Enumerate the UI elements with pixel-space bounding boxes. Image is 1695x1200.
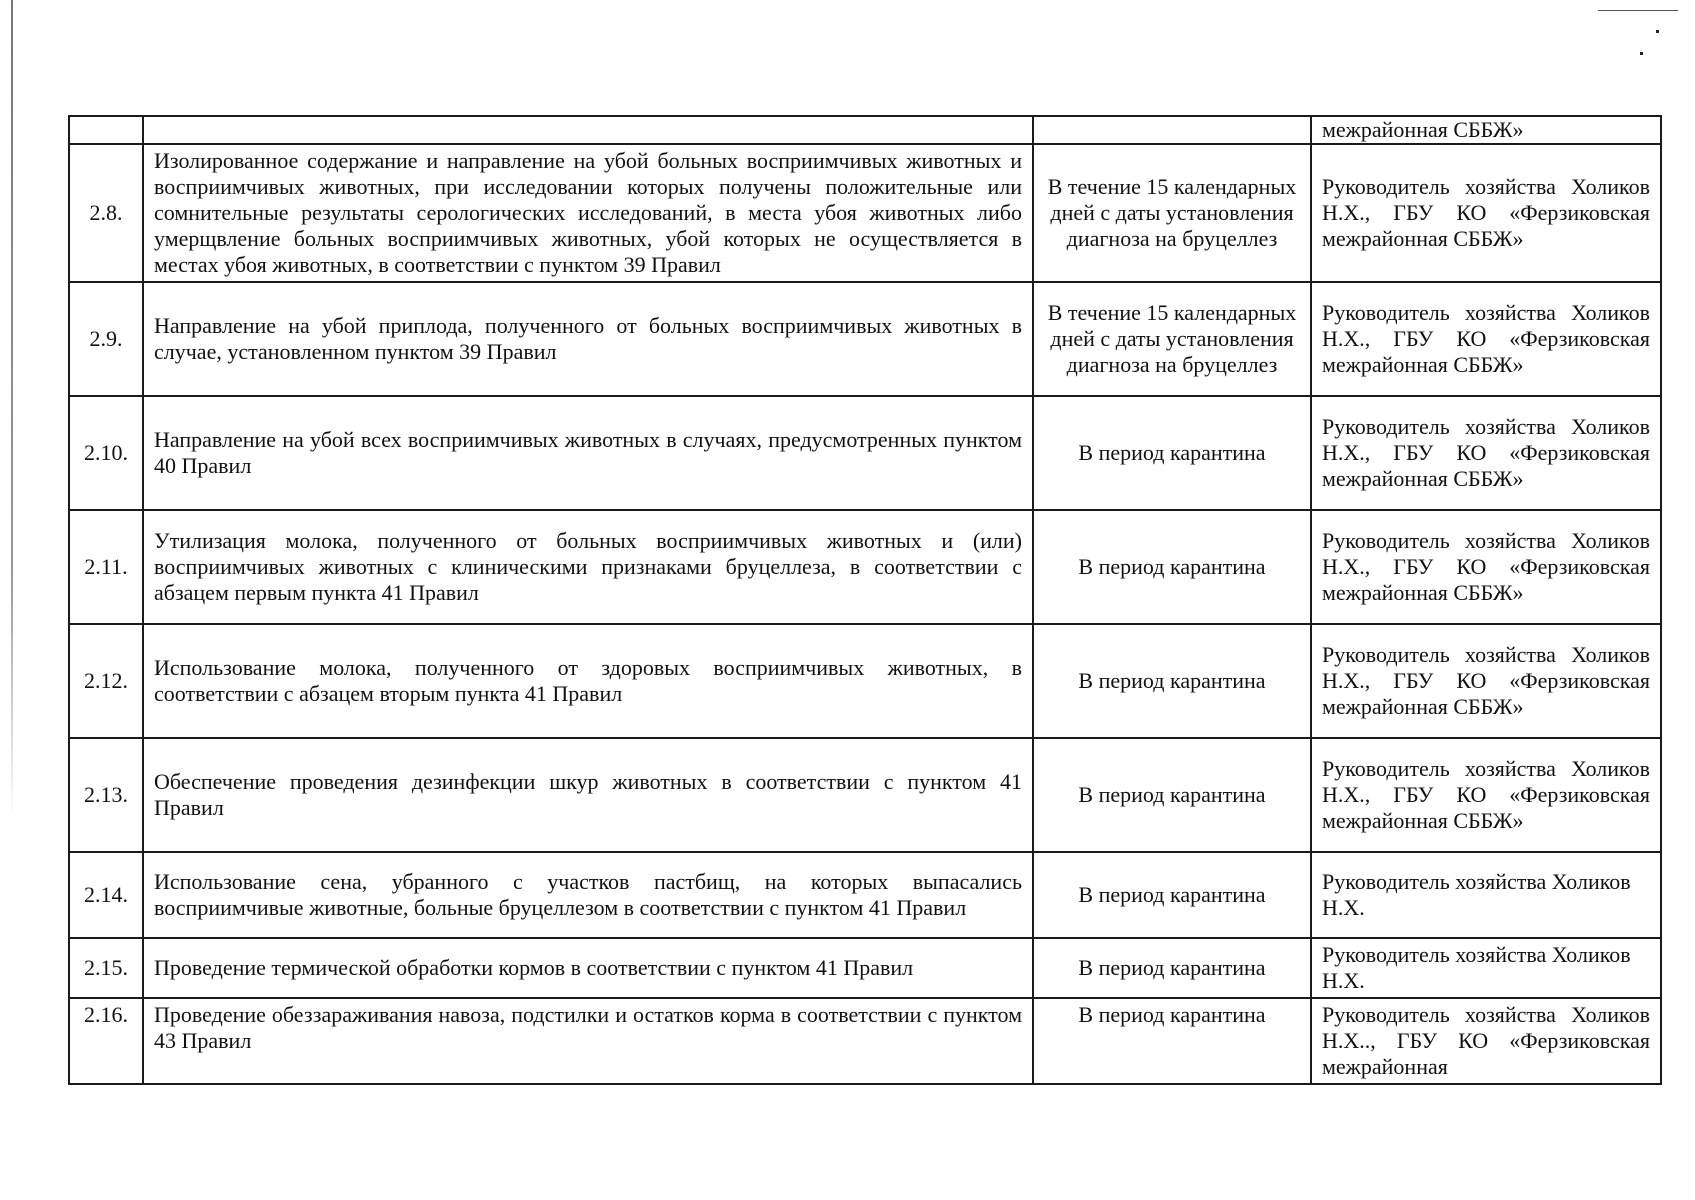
row-event: Изолированное содержание и направление на убой больных восприимчивых животных и восприимчивых животных, при исследовании которых получены положительные или сомнительные результаты серологических исследований, в места убоя животных либо умерщвление больных восприимчивых животных, убой которых не осуществляется в местах убоя животных, в соответствии с пунктом 39 Правил (143, 144, 1033, 282)
row-responsible: Руководитель хозяйства Холиков Н.Х., ГБУ КО «Ферзиковская межрайонная СББЖ» (1311, 738, 1661, 852)
row-responsible: Руководитель хозяйства Холиков Н.Х.., ГБУ КО «Ферзиковская межрайонная (1311, 998, 1661, 1084)
table-row (69, 282, 1661, 396)
row-number: 2.10. (69, 396, 143, 510)
table-row (69, 938, 1661, 998)
continuation-event-cell (143, 116, 1033, 144)
measures-table (68, 115, 1662, 1085)
row-term: В течение 15 календарных дней с даты установления диагноза на бруцеллез (1033, 144, 1311, 282)
row-term: В период карантина (1033, 738, 1311, 852)
row-number: 2.12. (69, 624, 143, 738)
table-row (69, 998, 1661, 1084)
continuation-row (69, 116, 1661, 144)
table-row (69, 396, 1661, 510)
row-number: 2.13. (69, 738, 143, 852)
row-event: Утилизация молока, полученного от больных восприимчивых животных и (или) восприимчивых животных с клиническими признаками бруцеллеза, в соответствии с абзацем первым пункта 41 Правил (143, 510, 1033, 624)
scan-speck (1640, 52, 1643, 55)
table-row (69, 852, 1661, 938)
scan-edge-line (11, 0, 13, 820)
row-event: Проведение обеззараживания навоза, подстилки и остатков корма в соответствии с пунктом 43 Правил (143, 998, 1033, 1084)
row-term: В период карантина (1033, 510, 1311, 624)
row-number: 2.8. (69, 144, 143, 282)
table-row (69, 144, 1661, 282)
row-term: В период карантина (1033, 624, 1311, 738)
continuation-num-cell (69, 116, 143, 144)
row-number: 2.11. (69, 510, 143, 624)
row-event: Направление на убой всех восприимчивых животных в случаях, предусмотренных пунктом 40 Правил (143, 396, 1033, 510)
row-event: Использование сена, убранного с участков пастбищ, на которых выпасались восприимчивые животные, больные бруцеллезом в соответствии с пунктом 41 Правил (143, 852, 1033, 938)
row-event: Обеспечение проведения дезинфекции шкур животных в соответствии с пунктом 41 Правил (143, 738, 1033, 852)
table-row (69, 738, 1661, 852)
row-responsible: Руководитель хозяйства Холиков Н.Х. (1311, 852, 1661, 938)
row-term: В течение 15 календарных дней с даты установления диагноза на бруцеллез (1033, 282, 1311, 396)
row-number: 2.16. (69, 998, 143, 1084)
row-term: В период карантина (1033, 852, 1311, 938)
row-number: 2.15. (69, 938, 143, 998)
row-number: 2.9. (69, 282, 143, 396)
row-responsible: Руководитель хозяйства Холиков Н.Х., ГБУ КО «Ферзиковская межрайонная СББЖ» (1311, 510, 1661, 624)
row-responsible: Руководитель хозяйства Холиков Н.Х. (1311, 938, 1661, 998)
row-event: Направление на убой приплода, полученного от больных восприимчивых животных в случае, установленном пунктом 39 Правил (143, 282, 1033, 396)
row-responsible: Руководитель хозяйства Холиков Н.Х., ГБУ КО «Ферзиковская межрайонная СББЖ» (1311, 396, 1661, 510)
row-event: Использование молока, полученного от здоровых восприимчивых животных, в соответствии с абзацем вторым пункта 41 Правил (143, 624, 1033, 738)
continuation-responsible-cell: межрайонная СББЖ» (1311, 116, 1661, 144)
row-term: В период карантина (1033, 938, 1311, 998)
row-responsible: Руководитель хозяйства Холиков Н.Х., ГБУ КО «Ферзиковская межрайонная СББЖ» (1311, 624, 1661, 738)
row-responsible: Руководитель хозяйства Холиков Н.Х., ГБУ КО «Ферзиковская межрайонная СББЖ» (1311, 144, 1661, 282)
row-term: В период карантина (1033, 998, 1311, 1084)
table-row (69, 510, 1661, 624)
continuation-term-cell (1033, 116, 1311, 144)
scan-corner-line (1598, 10, 1678, 11)
scan-speck (1656, 30, 1659, 33)
row-event: Проведение термической обработки кормов в соответствии с пунктом 41 Правил (143, 938, 1033, 998)
row-number: 2.14. (69, 852, 143, 938)
row-responsible: Руководитель хозяйства Холиков Н.Х., ГБУ КО «Ферзиковская межрайонная СББЖ» (1311, 282, 1661, 396)
table-row (69, 624, 1661, 738)
row-term: В период карантина (1033, 396, 1311, 510)
